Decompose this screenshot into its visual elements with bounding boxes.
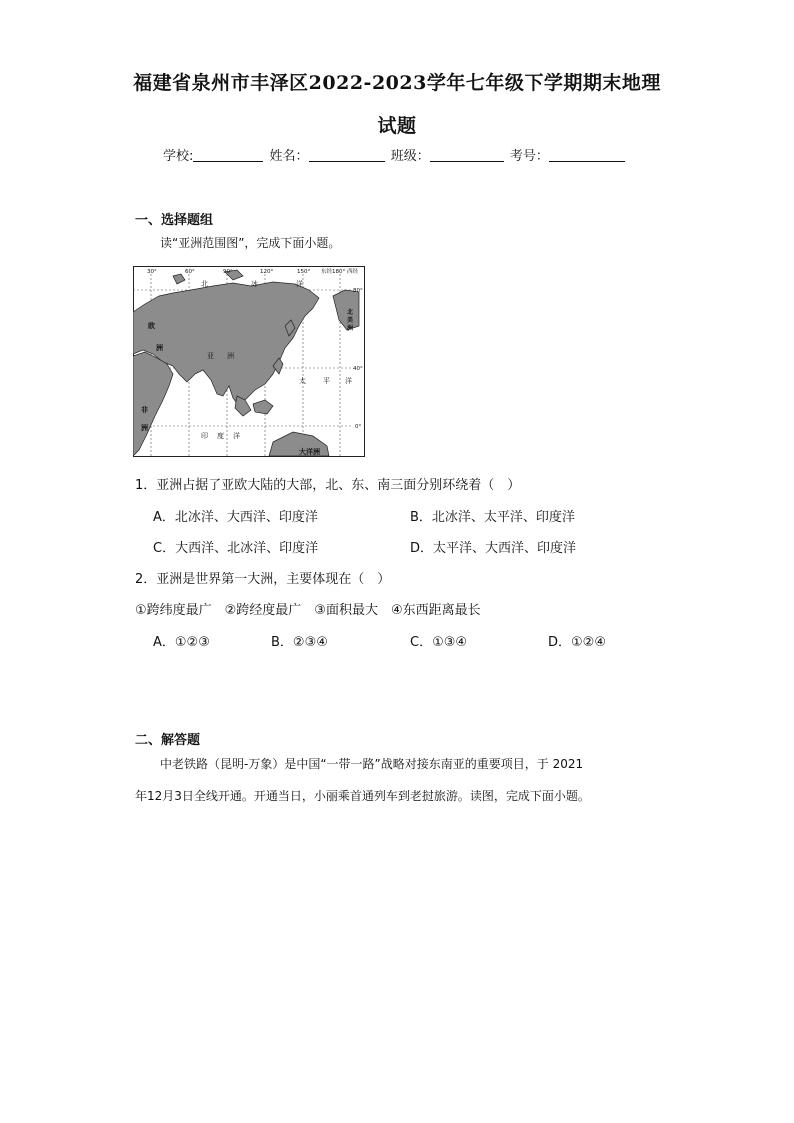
ocean-label-arctic-2: 冰 <box>251 280 258 288</box>
q2-option-c[interactable]: C．①③④ <box>410 635 468 650</box>
q2-option-b[interactable]: B．②③④ <box>271 635 328 650</box>
continent-label-africa-1: 非 <box>141 406 148 414</box>
q1-option-b[interactable]: B．北冰洋、太平洋、印度洋 <box>410 510 575 525</box>
name-label: 姓名： <box>269 149 309 164</box>
page-title-line1: 福建省泉州市丰泽区2022-2023学年七年级下学期期末地理 <box>133 72 661 94</box>
question-1-stem: 1．亚洲占据了亚欧大陆的大部，北、东、南三面分别环绕着（ ） <box>135 478 521 493</box>
class-label: 班级： <box>390 149 430 164</box>
continent-label-asia-2: 洲 <box>227 352 234 360</box>
continent-label-europe-1: 欧 <box>148 322 155 330</box>
continent-label-europe-2: 洲 <box>156 344 163 352</box>
lat-label-80: 80° <box>353 288 363 294</box>
lon-label-30: 30° <box>147 269 157 275</box>
student-info-row <box>163 145 627 164</box>
q2-statements: ①跨纬度最广 ②跨经度最广 ③面积最大 ④东西距离最长 <box>135 603 481 618</box>
lon-label-180: 东经180° 西经 <box>321 269 358 275</box>
continent-label-asia-1: 亚 <box>207 352 214 360</box>
ocean-label-pacific-1: 太 <box>299 377 306 385</box>
asia-map <box>133 266 365 457</box>
school-blank[interactable] <box>193 149 263 162</box>
section2-paragraph-line2: 年12月3日全线开通。开通当日，小丽乘首通列车到老挝旅游。读图，完成下面小题。 <box>135 789 590 803</box>
continent-label-na-2: 美 <box>347 317 354 324</box>
ocean-label-indian-1: 印 <box>201 432 208 440</box>
lon-label-60: 60° <box>185 269 195 275</box>
ocean-label-pacific-2: 平 <box>323 377 330 385</box>
continent-label-oceania: 大洋洲 <box>299 448 320 456</box>
section2-paragraph-line1: 中老铁路（昆明-万象）是中国“一带一路”战略对接东南亚的重要项目，于 2021 <box>160 757 584 771</box>
exam-number-blank[interactable] <box>549 149 625 162</box>
school-label: 学校: <box>163 149 194 164</box>
lat-label-40: 40° <box>353 366 363 372</box>
lon-label-90: 90° <box>223 269 233 275</box>
section1-intro: 读“亚洲范围图”，完成下面小题。 <box>160 236 341 250</box>
name-blank[interactable] <box>309 149 385 162</box>
ocean-label-indian-3: 洋 <box>233 432 240 440</box>
ocean-label-indian-2: 度 <box>217 432 224 440</box>
section1-heading: 一、选择题组 <box>135 213 214 228</box>
ocean-label-arctic-3: 洋 <box>296 280 303 288</box>
continent-label-na-3: 洲 <box>347 325 354 332</box>
q2-option-d[interactable]: D．①②④ <box>548 635 606 650</box>
continent-label-na-1: 北 <box>347 309 354 316</box>
q1-option-c[interactable]: C．大西洋、北冰洋、印度洋 <box>153 541 319 556</box>
lon-label-120: 120° <box>260 269 274 275</box>
q1-option-d[interactable]: D．太平洋、大西洋、印度洋 <box>410 541 577 556</box>
page-title-line2: 试题 <box>377 115 417 137</box>
q1-option-a[interactable]: A．北冰洋、大西洋、印度洋 <box>153 510 318 525</box>
class-blank[interactable] <box>430 149 504 162</box>
continent-label-africa-2: 洲 <box>141 424 148 432</box>
exam-number-label: 考号： <box>509 149 549 164</box>
ocean-label-pacific-3: 洋 <box>345 377 352 385</box>
q2-option-a[interactable]: A．①②③ <box>153 635 210 650</box>
question-2-stem: 2．亚洲是世界第一大洲，主要体现在（ ） <box>135 572 391 587</box>
lat-label-0: 0° <box>355 424 362 430</box>
ocean-label-arctic-1: 北 <box>201 280 208 288</box>
section2-heading: 二、解答题 <box>135 733 201 748</box>
lon-label-150: 150° <box>297 269 311 275</box>
